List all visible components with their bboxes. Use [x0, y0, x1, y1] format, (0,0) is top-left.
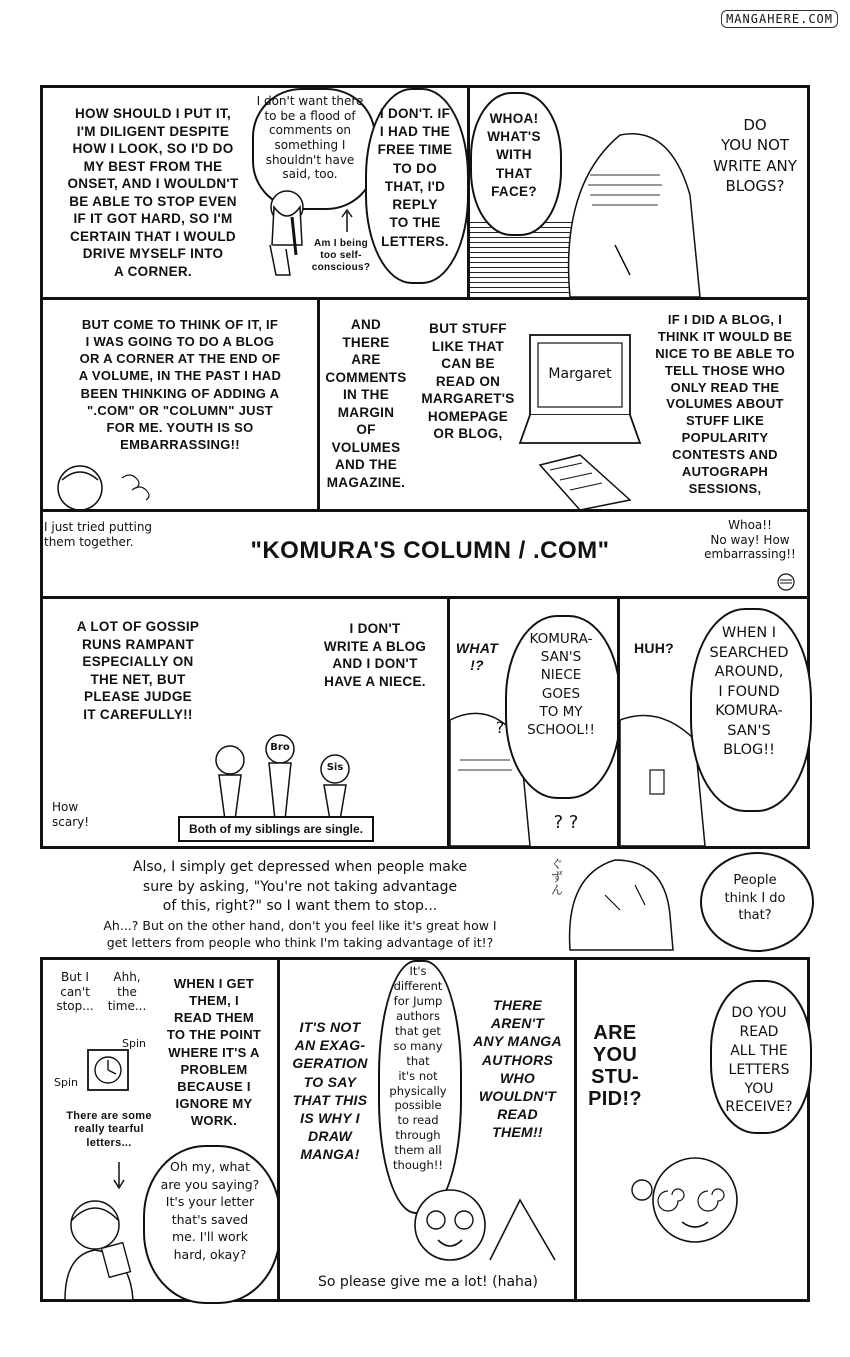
note-ohmy: Oh my, what are you saying? It's your letter that's saved me. I'll work hard, okay? [160, 1159, 260, 1262]
text-niece: I DON'T WRITE A BLOG AND I DON'T HAVE A NIECE. [323, 621, 427, 689]
text-think: BUT COME TO THINK OF IT, IF I WAS GOING TO DO A BLOG OR A CORNER AT THE END OF A VOLUME, IN THE PAST I HAD BEEN THINKING OF ADDING A ".COM" OR "COLUMN" JUST FOR ME. YOUTH IS SO EMBARRASSING!! [78, 317, 282, 453]
footer-text: So please give me a lot! (haha) [318, 1274, 538, 1290]
text-when: WHEN I GET THEM, I READ THEM TO THE POINT WHERE IT'S A PROBLEM BECAUSE I IGNORE MY WORK. [166, 976, 262, 1129]
box-siblings: Both of my siblings are single. [178, 816, 374, 842]
sfx-spin-1: Spin [122, 1037, 146, 1050]
bubble-whoa: WHOA! WHAT'S WITH THAT FACE? [487, 111, 541, 199]
note-tearful: There are some really tearful letters... [66, 1110, 152, 1149]
sfx-gusun: ぐずん [550, 857, 563, 898]
character-dizzy [630, 1130, 760, 1270]
small-figure-sitting [262, 185, 312, 285]
bubble-letters: DO YOU READ ALL THE LETTERS YOU RECEIVE? [725, 1005, 793, 1116]
column-title: "KOMURA'S COLUMN / .COM" [250, 537, 610, 564]
arrow-up-icon [340, 208, 354, 234]
screen-label: Margaret [548, 366, 612, 382]
text-depressed: Also, I simply get depressed when people make sure by asking, "You're not taking advantage of this, right?" so I want them to stop... [132, 859, 468, 915]
note-butican: But I can't stop... [56, 970, 94, 1014]
text-diligent: HOW SHOULD I PUT IT, I'M DILIGENT DESPITE HOW I LOOK, SO I'D DO MY BEST FROM THE ONSET, AND I WOULDN'T BE ABLE TO STOP EVEN IF IT GOT HARD, SO I'M CERTAIN THAT I WOULD DRIVE MYSELF INTO A CORNER. [67, 106, 239, 279]
character-reading-letter [55, 1195, 145, 1300]
watermark-label: MANGAHERE.COM [721, 10, 838, 28]
label-sis: Sis [326, 762, 344, 773]
text-onother: Ah...? But on the other hand, don't you feel like it's great how I get letters from people who think I'm taking advantage of it!? [103, 918, 497, 950]
arrow-down-icon [112, 1160, 126, 1190]
character-pouting [565, 855, 675, 950]
tiny-face-icon [776, 572, 796, 592]
sfx-spin-2: Spin [54, 1076, 78, 1089]
text-comments: AND THERE ARE COMMENTS IN THE MARGIN OF VOLUMES AND THE MAGAZINE. [325, 317, 407, 490]
text-nice: IF I DID A BLOG, I THINK IT WOULD BE NICE TO BE ABLE TO TELL THOSE WHO ONLY READ THE VOLUMES ABOUT STUFF LIKE POPULARITY CONTESTS AND AUTOGRAPH SESSIONS, [655, 312, 795, 496]
question-marks: ? [495, 718, 505, 737]
text-arent: THERE AREN'T ANY MANGA AUTHORS WHO WOULDN'T READ THEM!! [473, 997, 562, 1141]
text-stupid: ARE YOU STU- PID!? [588, 1022, 642, 1110]
laptop-icon [520, 325, 640, 510]
note-scary: How scary! [52, 800, 90, 829]
text-stuff: BUT STUFF LIKE THAT CAN BE READ ON MARGARET'S HOMEPAGE OR BLOG, [421, 321, 515, 442]
note-conscious: Am I being too self- conscious? [311, 238, 371, 274]
text-exag: IT'S NOT AN EXAG- GERATION TO SAY THAT THIS IS WHY I DRAW MANGA! [292, 1019, 368, 1163]
note-jump: It's different for Jump authors that get so many that it's not physically possible to read through them all though!! [389, 964, 447, 1173]
note-ahh: Ahh, the time... [107, 970, 147, 1014]
question-marks-2: ? ? [553, 812, 579, 833]
text-what: WHAT !? [455, 640, 499, 674]
text-blogs: DO YOU NOT WRITE ANY BLOGS? [713, 116, 797, 195]
character-sweatdrop [560, 115, 700, 297]
text-huh: HUH? [633, 640, 675, 656]
bubble-searched: WHEN I SEARCHED AROUND, I FOUND KOMURA- SAN'S BLOG!! [709, 625, 789, 759]
bubble-komura-niece: KOMURA- SAN'S NIECE GOES TO MY SCHOOL!! [527, 631, 595, 739]
bubble-dont: I DON'T. IF I HAD THE FREE TIME TO DO THAT, I'D REPLY TO THE LETTERS. [377, 106, 453, 249]
bubble-people: People think I do that? [724, 873, 786, 924]
text-gossip: A LOT OF GOSSIP RUNS RAMPANT ESPECIALLY ON THE NET, BUT PLEASE JUDGE IT CAREFULLY!! [76, 619, 200, 722]
note-tried: I just tried putting them together. [44, 520, 153, 549]
clock-icon [86, 1048, 130, 1092]
label-bro: Bro [270, 742, 290, 753]
character-excited [380, 1180, 570, 1270]
small-figure-blushing [52, 458, 162, 512]
note-whoa: Whoa!! No way! How embarrassing!! [704, 518, 796, 562]
note-flood: I don't want there to be a flood of comments on something I shouldn't have said, too. [256, 94, 364, 182]
